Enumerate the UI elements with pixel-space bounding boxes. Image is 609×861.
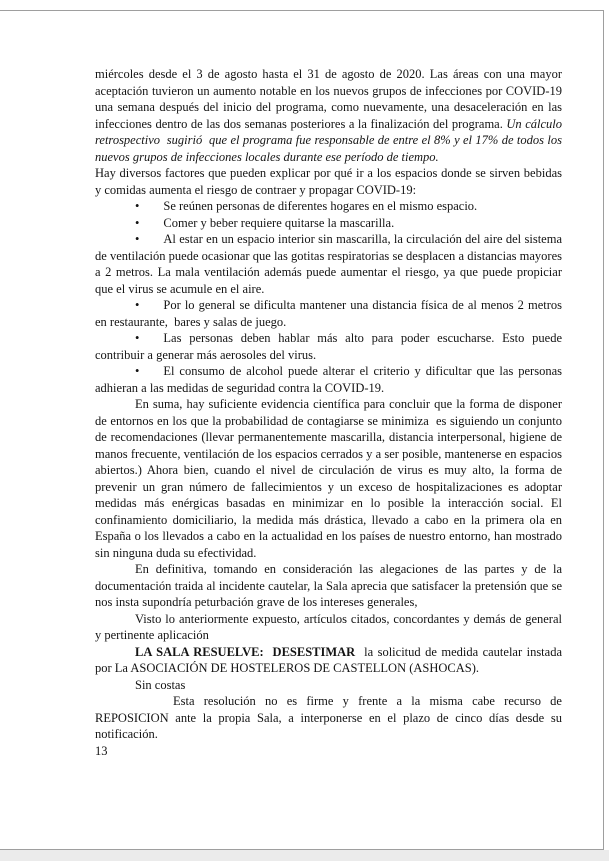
appeal-paragraph	[95, 693, 562, 743]
page-number	[95, 743, 562, 760]
text-run: El consumo de alcohol puede alterar el criterio y dificultar que las personas adhieran a las medidas de seguridad contra la COVID-19.	[95, 364, 562, 395]
intro-paragraph	[95, 66, 562, 165]
bullet-icon: •	[135, 364, 140, 378]
text-run: 13	[95, 743, 108, 758]
text-run: Las personas deben hablar más alto para poder escucharse. Esto puede contribuir a generar más aerosoles del virus.	[95, 331, 562, 362]
text-run: Un cálculo retrospectivo sugirió que el programa fue responsable de entre el 8% y el 17% de todos los nuevos grupos de infecciones locales durante ese período de tiempo.	[95, 116, 562, 164]
text-run: Visto lo anteriormente expuesto, artículos citados, concordantes y demás de general y pertinente aplicación	[95, 611, 562, 642]
en-definitiva-paragraph	[95, 561, 562, 611]
text-run: LA SALA RESUELVE: DESESTIMAR	[135, 644, 356, 659]
bullet-icon: •	[135, 331, 140, 345]
text-run: Comer y beber requiere quitarse la mascarilla.	[163, 215, 395, 230]
bullet-icon: •	[135, 298, 140, 312]
text-run: Al estar en un espacio interior sin mascarilla, la circulación del aire del sistema de ventilación puede ocasionar que las gotitas respiratorias se desplacen a distancias mayores a 2 metros. La mala ventilación además puede aumentar el riesgo, ya que puede propiciar que el virus se acumule en el aire.	[95, 232, 562, 296]
text-run: En definitiva, tomando en consideración las alegaciones de las partes y de la documentación traida al incidente cautelar, la Sala aprecia que satisfacer la pretensión que se nos insta supondría peturbación grave de los intereses generales,	[95, 562, 562, 609]
bullet-icon: •	[135, 232, 140, 246]
bullet-item-comer	[95, 215, 562, 232]
bullet-item-alcohol	[95, 363, 562, 396]
bullet-item-hablar	[95, 330, 562, 363]
page-body	[0, 11, 603, 759]
visto-paragraph	[95, 611, 562, 644]
bullet-icon: •	[135, 215, 140, 230]
page-bottom-margin	[0, 850, 609, 861]
resolution-paragraph	[95, 644, 562, 677]
text-run: Por lo general se dificulta mantener una distancia física de al menos 2 metros en restaurante, bares y salas de juego.	[95, 298, 562, 329]
en-suma-paragraph	[95, 396, 562, 561]
document-page	[0, 10, 604, 850]
factors-intro-paragraph	[95, 165, 562, 198]
bullet-item-distancia	[95, 297, 562, 330]
bullet-item-reunen	[95, 198, 562, 215]
bullet-icon: •	[135, 199, 140, 213]
text-run: Hay diversos factores que pueden explicar por qué ir a los espacios donde se sirven bebidas y comidas aumenta el riesgo de contraer y propagar COVID-19:	[95, 166, 562, 197]
text-run: Se reúnen personas de diferentes hogares en el mismo espacio.	[163, 199, 478, 213]
text-run: Esta resolución no es firme y frente a la misma cabe recurso de REPOSICION ante la propia Sala, a interponerse en el plazo de cinco días desde su notificación.	[95, 694, 562, 741]
text-run: En suma, hay suficiente evidencia científica para concluir que la forma de disponer de entornos en los que la probabilidad de contagiarse se minimiza es siguiendo un conjunto de recomendaciones (llevar permanentemente mascarilla, distancia interpersonal, higiene de manos frecuente, ventilación de los espacios cerrados y a ser posible, mantenerse en espacios abiertos.) Ahora bien, cuando el nivel de circulación de virus es muy alto, la forma de prevenir un gran número de fallecimientos y un exceso de hospitalizaciones es adoptar medidas más enérgicas basadas en minimizar en lo posible la interacción social. El confinamiento domiciliario, la medida más drástica, llevado a cabo en la primera ola en España o los llevados a cabo en la actualidad en los países de nuestro entorno, han mostrado sin ninguna duda su efectividad.	[95, 397, 562, 560]
text-run: la solicitud de medida cautelar instada por La ASOCIACIÓN DE HOSTELEROS DE CASTELLON (ASHOCAS).	[95, 644, 562, 675]
sin-costas-paragraph	[95, 677, 562, 694]
text-run: miércoles desde el 3 de agosto hasta el 31 de agosto de 2020. Las áreas con una mayor aceptación tuvieron un aumento notable en los nuevos grupos de infecciones por COVID-19 una semana después del inicio del programa, como nuevamente, una desaceleración en las infecciones dentro de las dos semanas posteriores a la finalización del programa.	[95, 67, 562, 131]
bullet-item-ventilacion	[95, 231, 562, 297]
text-run: Sin costas	[135, 677, 186, 692]
